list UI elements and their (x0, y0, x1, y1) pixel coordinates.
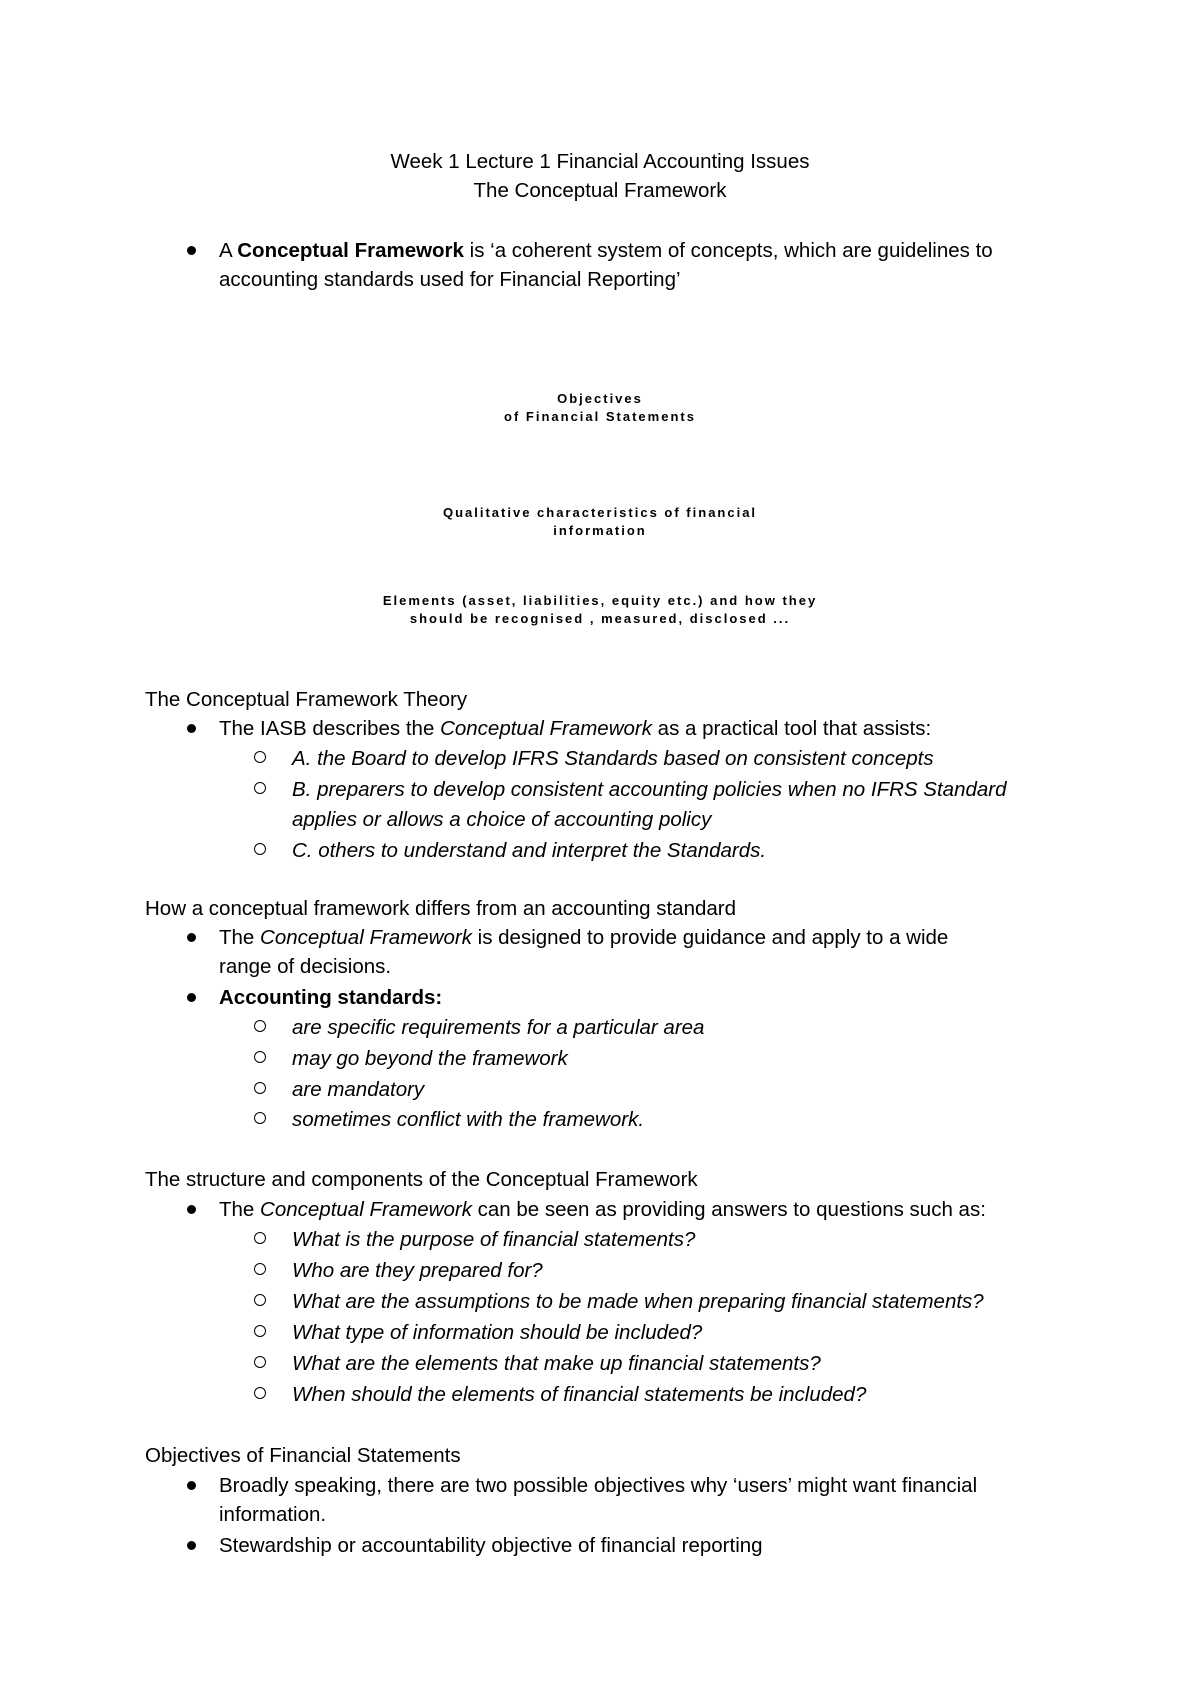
sub-text: What are the elements that make up financial statements? (292, 1352, 821, 1375)
section2-bullet1-post: is designed to provide guidance and apply to a wide (471, 926, 949, 949)
section3-heading: The structure and components of the Conceptual Framework (145, 1168, 698, 1191)
diagram-box3-line1: Elements (asset, liabilities, equity etc.) and how they (382, 593, 818, 608)
section2-bullet2-text (219, 983, 1059, 1012)
sub-text: Who are they prepared for? (292, 1259, 543, 1282)
sub-text-line2: applies or allows a choice of accounting policy (292, 808, 712, 831)
diagram-box-elements (0, 592, 1200, 628)
section2-bullet1-pre: The (219, 926, 261, 949)
hollow-circle-icon (254, 751, 266, 763)
section2-bullet1-text (219, 923, 1059, 981)
hollow-circle-icon (254, 843, 266, 855)
hollow-circle-icon (254, 782, 266, 794)
hollow-circle-icon (254, 1082, 266, 1094)
hollow-circle-icon (254, 1112, 266, 1124)
hollow-circle-icon (254, 1232, 266, 1244)
intro-line2: accounting standards used for Financial Reporting’ (219, 268, 681, 291)
section4-heading: Objectives of Financial Statements (145, 1444, 461, 1467)
intro-text (219, 236, 1059, 294)
section4-bullet1-text (219, 1471, 1099, 1529)
sub-text: When should the elements of financial statements be included? (292, 1383, 867, 1406)
section3-bullet-pre: The (219, 1198, 261, 1221)
page-subtitle: The Conceptual Framework (473, 179, 727, 202)
hollow-circle-icon (254, 1020, 266, 1032)
sub-text (292, 775, 1082, 835)
title-block (0, 147, 1200, 205)
sub-text: What is the purpose of financial statements? (292, 1228, 696, 1251)
intro-line1-rest: is ‘a coherent system of concepts, which are guidelines to (463, 239, 993, 262)
sub-text: What type of information should be included? (292, 1321, 703, 1344)
section4-bullet1-line1: Broadly speaking, there are two possible objectives why ‘users’ might want financial (219, 1474, 978, 1497)
bullet-dot-icon (187, 246, 196, 255)
bullet-dot-icon (187, 1205, 196, 1214)
sub-text: What are the assumptions to be made when preparing financial statements? (292, 1290, 984, 1313)
section2-heading: How a conceptual framework differs from an accounting standard (145, 897, 737, 920)
section3-bullet-text (219, 1195, 1059, 1224)
section2-bullet1-line2: range of decisions. (219, 955, 392, 978)
diagram-box2-line1: Qualitative characteristics of financial (442, 505, 758, 520)
sub-text: are mandatory (292, 1078, 425, 1101)
bullet-dot-icon (187, 933, 196, 942)
section3-bullet-post: can be seen as providing answers to questions such as: (471, 1198, 986, 1221)
section2-bullet2-bold: Accounting standards: (219, 986, 443, 1009)
hollow-circle-icon (254, 1356, 266, 1368)
bullet-dot-icon (187, 1541, 196, 1550)
hollow-circle-icon (254, 1263, 266, 1275)
section1-heading: The Conceptual Framework Theory (145, 688, 468, 711)
diagram-box1-line1: Objectives (557, 391, 643, 406)
intro-pre: A (219, 239, 238, 262)
diagram-box3-line2: should be recognised , measured, disclosed ... (409, 611, 791, 626)
section4-bullet2-text: Stewardship or accountability objective of financial reporting (219, 1534, 763, 1557)
bullet-dot-icon (187, 993, 196, 1002)
hollow-circle-icon (254, 1294, 266, 1306)
section1-bullet-text (219, 714, 1059, 743)
section2-bullet1-italic: Conceptual Framework (260, 926, 472, 949)
sub-text: are specific requirements for a particular area (292, 1016, 705, 1039)
sub-text: A. the Board to develop IFRS Standards based on consistent concepts (292, 747, 934, 770)
sub-text: sometimes conflict with the framework. (292, 1108, 645, 1131)
diagram-box1-line2: of Financial Statements (504, 409, 696, 424)
sub-text: may go beyond the framework (292, 1047, 568, 1070)
hollow-circle-icon (254, 1051, 266, 1063)
page-title: Week 1 Lecture 1 Financial Accounting Issues (390, 150, 810, 173)
diagram-box-objectives (0, 390, 1200, 426)
section1-bullet-pre: The IASB describes the (219, 717, 441, 740)
section3-bullet-italic: Conceptual Framework (260, 1198, 472, 1221)
sub-text: C. others to understand and interpret the Standards. (292, 839, 767, 862)
sub-text-line1: B. preparers to develop consistent accounting policies when no IFRS Standard (292, 778, 1007, 801)
hollow-circle-icon (254, 1325, 266, 1337)
section1-bullet-italic: Conceptual Framework (440, 717, 652, 740)
diagram-box-qualitative (0, 504, 1200, 540)
bullet-dot-icon (187, 724, 196, 733)
diagram-box2-line2: information (553, 523, 647, 538)
hollow-circle-icon (254, 1387, 266, 1399)
bullet-dot-icon (187, 1481, 196, 1490)
section1-bullet-post: as a practical tool that assists: (651, 717, 932, 740)
section4-bullet1-line2: information. (219, 1503, 327, 1526)
intro-bold-term: Conceptual Framework (237, 239, 464, 262)
